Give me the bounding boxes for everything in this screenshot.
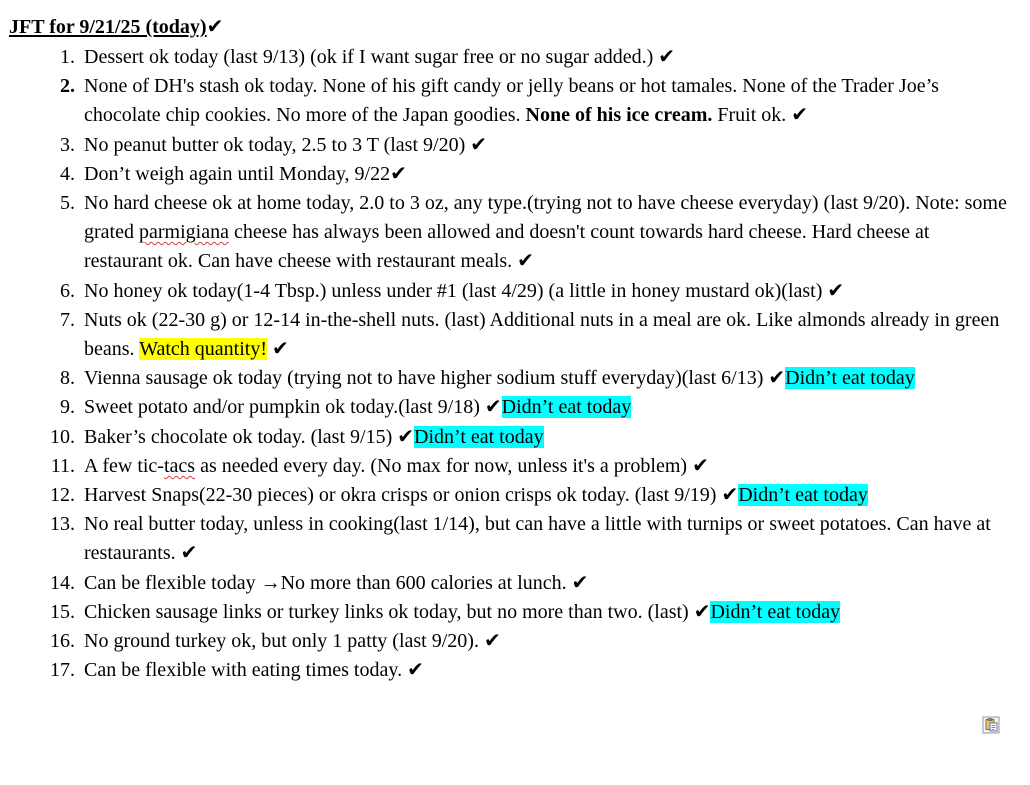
list-item-number: 6. [60,279,75,302]
item-text: as needed every day. (No max for now, unless it's a problem) [195,454,693,477]
list-item [0,627,1010,656]
checkmark-icon: ✔ [791,102,809,127]
checklist [0,43,1010,685]
clipboard-paste-icon[interactable] [982,716,1000,734]
list-item [0,189,1010,277]
list-item-number: 14. [50,571,75,594]
list-item-number: 10. [50,425,75,448]
item-text: Can be flexible with eating times today. [84,659,408,682]
item-text: No real butter today, unless in cooking(last 1/14), but can have a little with turnips or sweet potatoes. Can have at restaurants. [84,513,991,565]
page-title [9,13,223,41]
highlight-didnt-eat: Didn’t eat today [785,367,915,390]
checkmark-icon: ✔ [721,482,739,507]
list-item [0,131,1010,160]
list-item [0,569,1010,598]
list-item-number: 9. [60,396,75,419]
item-text: cheese has always been allowed and doesn't count towards hard cheese. Hard cheese at restaurant ok. Can have cheese with restaurant meals. [84,221,930,273]
list-item [0,423,1010,452]
item-text: Can be flexible today →No more than 600 calories at lunch. [84,571,572,594]
bold-text: None of his ice cream. [525,104,713,127]
item-text: A few tic- [84,454,164,477]
item-text: No ground turkey ok, but only 1 patty (last 9/20). [84,630,484,653]
highlight-didnt-eat: Didn’t eat today [738,484,868,507]
item-text: Harvest Snaps(22-30 pieces) or okra crisps or onion crisps ok today. (last 9/19) [84,484,722,507]
list-item [0,598,1010,627]
checkmark-icon: ✔ [180,540,198,565]
item-text: Baker’s chocolate ok today. (last 9/15) [84,425,398,448]
item-text: No peanut butter ok today, 2.5 to 3 T (last 9/20) [84,133,471,156]
checkmark-icon: ✔ [397,423,415,448]
list-item-number: 16. [50,630,75,653]
list-item-number: 5. [60,192,75,215]
list-item-number: 12. [50,484,75,507]
list-item-number: 13. [50,513,75,536]
checkmark-icon: ✔ [658,44,676,68]
list-item-number: 3. [60,133,75,156]
item-text: No hard cheese ok at home today, 2.0 to 3 oz, any type.(trying not to have cheese everyday) (last 9/20). Note: some grated [84,192,1007,244]
checkmark-icon: ✔ [692,452,709,477]
checkmark-icon: ✔ [470,131,488,156]
checkmark-icon: ✔ [693,598,711,623]
misspelled-word: tacs [163,454,196,477]
title-text: JFT for 9/21/25 (today) [9,16,207,38]
checkmark-icon: ✔ [271,336,289,361]
checkmark-icon: ✔ [483,628,501,653]
list-item [0,160,1010,189]
list-item [0,656,1010,685]
list-item-number: 11. [50,454,75,477]
checkmark-icon: ✔ [768,365,786,390]
list-item [0,510,1010,568]
list-item-number: 1. [60,46,75,68]
checkmark-icon: ✔ [484,394,502,419]
item-text: Vienna sausage ok today (trying not to have higher sodium stuff everyday)(last 6/13) [84,367,769,390]
list-item-number: 15. [50,600,75,623]
list-item-number: 7. [60,308,75,331]
list-item-number: 17. [50,659,75,682]
item-text: Dessert ok today (last 9/13) (ok if I want sugar free or no sugar added.) [84,46,659,68]
list-item-number: 8. [60,367,75,390]
list-item [0,452,1010,481]
checkmark-icon: ✔ [827,277,845,302]
highlight-didnt-eat: Didn’t eat today [710,600,841,623]
highlighted-text: Watch quantity! [139,338,267,361]
list-item [0,306,1010,364]
checkmark-icon: ✔ [390,160,407,185]
list-item [0,364,1010,393]
item-text: Chicken sausage links or turkey links ok today, but no more than two. (last) [84,600,694,623]
highlight-didnt-eat: Didn’t eat today [414,425,544,448]
list-item [0,277,1010,306]
list-item [0,43,1010,72]
list-item [0,481,1010,510]
checkmark-icon: ✔ [571,569,589,594]
list-item [0,72,1010,130]
title-check-icon: ✔ [206,14,224,38]
item-text: None of DH's stash ok today. None of his gift candy or jelly beans or hot tamales. None of the Trader Joe’s chocolate chip cookies. No more of the Japan goodies. [84,75,939,127]
item-text: Nuts ok (22-30 g) or 12-14 in-the-shell nuts. (last) Additional nuts in a meal are ok. Like almonds already in green beans. [84,308,1000,361]
list-item [0,393,1010,422]
list-item-number: 4. [60,162,75,185]
highlight-didnt-eat: Didn’t eat today [501,396,632,419]
list-item-number: 2. [60,75,75,98]
item-text: Fruit ok. [712,104,792,127]
item-text: No honey ok today(1-4 Tbsp.) unless under #1 (last 4/29) (a little in honey mustard ok)(last) [84,279,828,302]
checkmark-icon: ✔ [517,248,534,273]
item-text: Sweet potato and/or pumpkin ok today.(last 9/18) [84,396,485,419]
item-text: Don’t weigh again until Monday, 9/22 [84,162,391,185]
checkmark-icon: ✔ [407,657,424,682]
misspelled-word: parmigiana [138,221,229,244]
